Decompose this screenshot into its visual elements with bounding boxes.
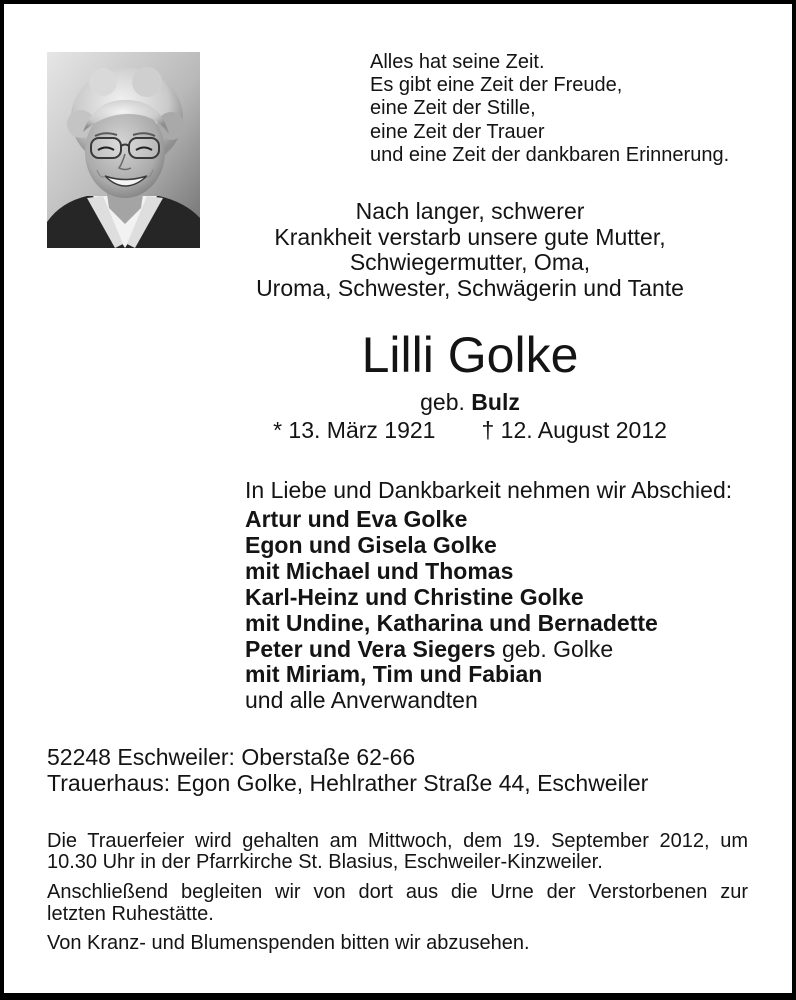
farewell-heading: In Liebe und Dankbarkeit nehmen wir Abschied:: [245, 477, 733, 503]
mourner-line: [245, 637, 658, 663]
mourner-line: Karl-Heinz und Christine Golke: [245, 583, 584, 610]
mourner-line: Egon und Gisela Golke: [245, 531, 497, 558]
mourners-list: [245, 507, 658, 714]
birth-name-line: [200, 389, 740, 415]
funeral-service-text: [47, 831, 748, 873]
birth-name: Bulz: [471, 389, 520, 415]
birth-date: * 13. März 1921: [273, 417, 436, 443]
poem-line: eine Zeit der Stille,: [370, 97, 536, 120]
intro-line: Uroma, Schwester, Schwägerin und Tante: [256, 275, 684, 302]
service-text-line: Von Kranz- und Blumenspenden bitten wir abzusehen.: [47, 932, 530, 954]
urn-burial-text: [47, 881, 748, 925]
mourner-line: mit Undine, Katharina und Bernadette: [245, 609, 658, 636]
birth-name-label: geb.: [420, 389, 465, 415]
mourner-line: und alle Anverwandten: [245, 687, 478, 714]
mourner-line: mit Michael und Thomas: [245, 557, 514, 584]
deceased-name: Lilli Golke: [361, 327, 579, 383]
address-block: [47, 744, 648, 796]
poem: [370, 51, 729, 167]
closing-note: [47, 932, 748, 954]
intro-text: [200, 199, 740, 302]
portrait-image: [47, 52, 200, 248]
intro-line: Krankheit verstarb unsere gute Mutter,: [274, 223, 666, 250]
poem-line: eine Zeit der Trauer: [370, 120, 545, 143]
poem-line: Alles hat seine Zeit.: [370, 51, 545, 73]
poem-line: Es gibt eine Zeit der Freude,: [370, 74, 623, 97]
mourner-line: mit Miriam, Tim und Fabian: [245, 661, 543, 688]
mourner-name: Peter und Vera Siegers: [245, 635, 496, 662]
service-text-line: Anschließend begleiten wir von dort aus die Urne der Verstorbenen zur: [47, 881, 748, 903]
mourner-line: Artur und Eva Golke: [245, 506, 468, 532]
service-text-line: Die Trauerfeier wird gehalten am Mittwoch, dem 19. September 2012, um: [47, 830, 748, 852]
mourning-house-line: Trauerhaus: Egon Golke, Hehlrather Straße 44, Eschweiler: [47, 770, 649, 796]
portrait-photo: [47, 52, 200, 248]
service-text-line: 10.30 Uhr in der Pfarrkirche St. Blasius, Eschweiler-Kinzweiler.: [47, 851, 603, 873]
service-text-line: letzten Ruhestätte.: [47, 903, 214, 925]
poem-line: und eine Zeit der dankbaren Erinnerung.: [370, 143, 730, 166]
intro-line: Schwiegermutter, Oma,: [349, 249, 591, 276]
death-date: † 12. August 2012: [481, 417, 667, 443]
address-line: 52248 Eschweiler: Oberstaße 62-66: [47, 744, 416, 770]
mourner-birth-name: geb. Golke: [501, 635, 614, 662]
intro-line: Nach langer, schwerer: [355, 198, 585, 224]
life-dates: [200, 417, 740, 443]
